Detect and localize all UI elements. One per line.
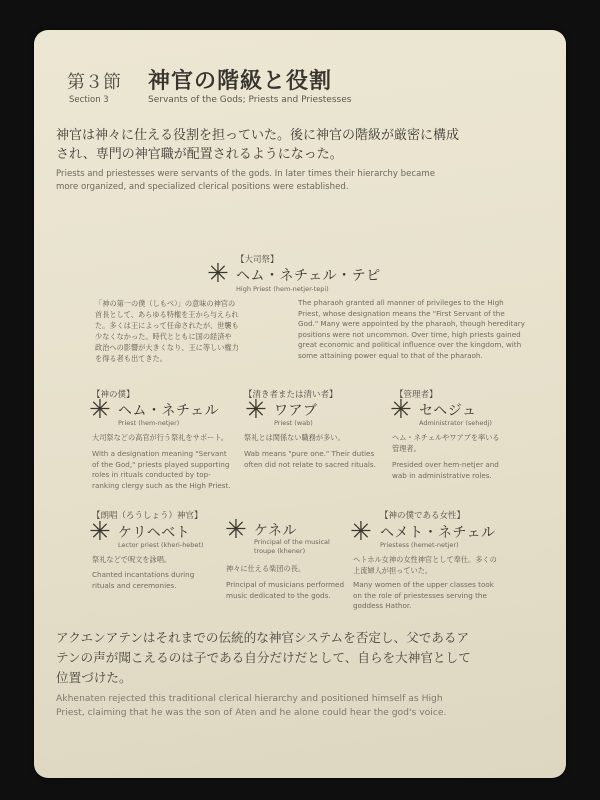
- role-desc-en: Principal of musicians performed music dedicated to the gods.: [226, 580, 345, 600]
- role-desc-ja: 祭礼とは関係ない職務が多い。: [244, 433, 345, 442]
- asterisk-star-icon: ✳: [350, 517, 372, 547]
- role-category: 【大司祭】: [236, 255, 279, 265]
- role-desc-ja: 神々に仕える楽団の長。: [226, 564, 306, 573]
- role-name-en: Priest (wab): [274, 419, 313, 427]
- role-name-ja: ケリヘベト: [118, 525, 191, 541]
- asterisk-star-icon: ✳: [390, 395, 412, 425]
- role-name-ja: ヘメト・ネチェル: [380, 525, 496, 541]
- role-desc-ja: 大司祭などの高官が行う祭礼をサポート。: [92, 433, 228, 442]
- role-name-ja: セヘジュ: [419, 403, 477, 419]
- asterisk-star-icon: ✳: [89, 517, 111, 547]
- role-category: 【朗唱（ろうしょう）神官】: [92, 511, 203, 521]
- role-desc-en: With a designation meaning "Servant of the God," priests played supporting roles in rituals conducted by top- ranking clergy such as the High Priest.: [92, 449, 231, 490]
- role-name-ja: ケネル: [254, 523, 297, 539]
- role-desc-ja: 「神の第一の僕（しもべ）」の意味の神官の 首長として、あらゆる特権を王から与えられ た。多くは王によって任命されたが、世襲も 少なくなかった。時代とともに国の経済や 政治への影響が大きくなり、王に等しい権力 を得る者も出てきた。: [95, 299, 239, 363]
- role-category: 【管理者】: [395, 390, 438, 400]
- page-title: 神官の階級と役割: [148, 68, 333, 94]
- role-name-en: High Priest (hem-netjer-tepi): [236, 285, 329, 293]
- role-name-ja: ワアブ: [274, 403, 318, 419]
- role-desc-en: Wab means "pure one." Their duties often did not relate to sacred rituals.: [244, 449, 376, 469]
- asterisk-star-icon: ✳: [245, 395, 267, 425]
- asterisk-star-icon: ✳: [207, 259, 229, 289]
- role-name-ja: ヘム・ネチェル: [118, 403, 220, 419]
- role-name-en: Lector priest (kheri-hebet): [118, 541, 204, 549]
- role-name-en: Principal of the musical troupe (khener): [254, 538, 330, 555]
- intro-english: Priests and priestesses were servants of the gods. In later times their hierarchy became more organized, and specialized clerical positions were established.: [56, 169, 436, 192]
- role-category: 【神の僕】: [92, 390, 135, 400]
- role-name-en: Priestess (hemet-netjer): [380, 541, 459, 549]
- role-desc-ja: 祭礼などで呪文を詠唱。: [92, 555, 172, 564]
- role-desc-ja: ヘム・ネチェルやワアブを率いる 管理者。: [392, 433, 500, 453]
- asterisk-star-icon: ✳: [225, 515, 247, 545]
- role-desc-en: Chanted incantations during rituals and ceremonies.: [92, 570, 195, 590]
- section-number: 第３節: [67, 72, 121, 93]
- role-desc-en: The pharaoh granted all manner of privileges to the High Priest, whose designation means the "First Servant of the God." Many were appointed by the pharaoh, though hereditary positions were not uncommon. Over time, high priests gained great economic and political influence over the kingdom, with some attaining power equal to that of the pharaoh.: [298, 298, 525, 360]
- role-category: 【清き者または清い者】: [244, 390, 338, 400]
- role-desc-en: Presided over hem-netjer and wab in administrative roles.: [392, 460, 499, 480]
- role-category: 【神の僕である女性】: [380, 511, 466, 521]
- role-name-ja: ヘム・ネチェル・テピ: [236, 268, 381, 284]
- section-label: Section 3: [69, 95, 109, 105]
- role-name-en: Priest (hem-netjer): [118, 419, 180, 427]
- role-desc-ja: ヘトホル女神の女性神官として奉仕。多くの 上流婦人が担っていた。: [353, 555, 497, 575]
- outro-english: Akhenaten rejected this traditional clerical hierarchy and positioned himself as High Priest, claiming that he was the son of Aten and he alone could hear the god's voice.: [56, 693, 447, 718]
- intro-japanese: 神官は神々に仕える役割を担っていた。後に神官の階級が厳密に構成 され、専門の神官職が配置されるようになった。: [56, 128, 460, 162]
- outro-japanese: アクエンアテンはそれまでの伝統的な神官システムを否定し、父であるア テンの声が聞こえるのは子である自分だけだとして、自らを大神官として 位置づけた。: [56, 630, 471, 685]
- page-subtitle: Servants of the Gods; Priests and Priestesses: [148, 95, 352, 105]
- role-name-en: Administrator (sehedj): [419, 419, 492, 427]
- role-desc-en: Many women of the upper classes took on the role of priestesses serving the goddess Hathor.: [353, 580, 494, 610]
- asterisk-star-icon: ✳: [89, 395, 111, 425]
